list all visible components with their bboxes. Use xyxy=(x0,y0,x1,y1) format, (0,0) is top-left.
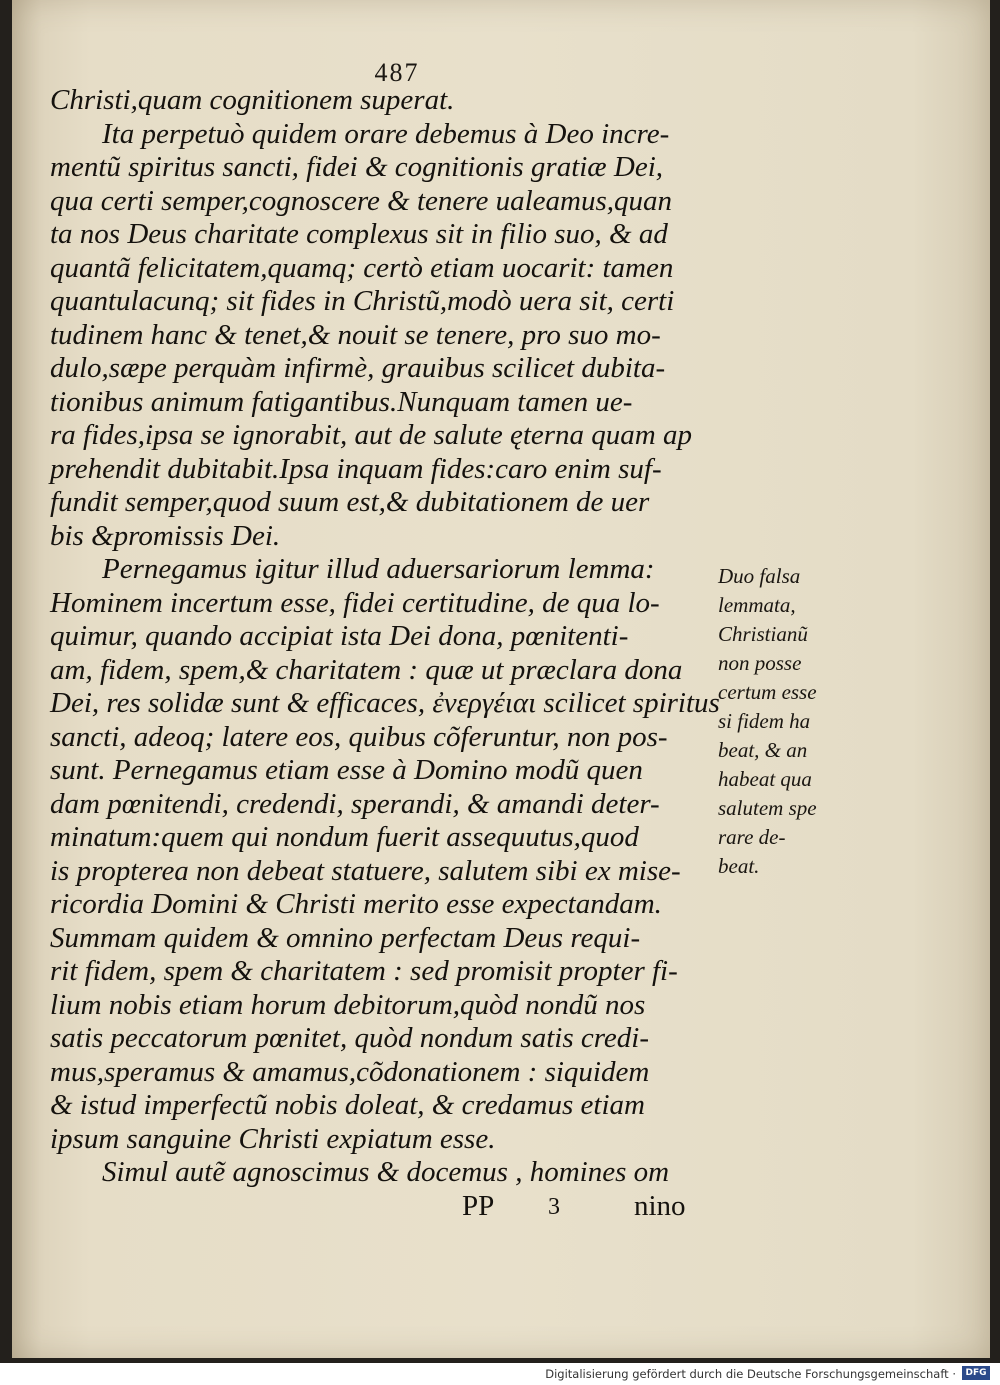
body-line: Hominem incertum esse, fidei certitudine, de qua lo- xyxy=(50,586,660,619)
page-number: 487 xyxy=(374,58,420,87)
body-line: Simul autẽ agnoscimus & docemus , homines om xyxy=(102,1156,670,1188)
signature-mark: PP xyxy=(462,1190,495,1222)
body-line: bis &promissis Dei. xyxy=(50,519,281,552)
dfg-logo-icon: DFG xyxy=(962,1366,990,1380)
body-line: mus,speramus & amamus,cõdonationem : siquidem xyxy=(50,1055,650,1088)
marginal-note-line: Christianũ xyxy=(718,622,808,646)
marginal-note-line: habeat qua xyxy=(718,767,812,791)
funding-credit: Digitalisierung gefördert durch die Deutsche Forschungsgemeinschaft · xyxy=(545,1367,956,1381)
body-line: tionibus animum fatigantibus.Nunquam tamen ue- xyxy=(50,385,633,418)
book-page xyxy=(12,0,990,1358)
body-text xyxy=(50,84,730,1190)
catchword: nino xyxy=(634,1190,686,1222)
body-line: quimur, quando accipiat ista Dei dona, pœnitenti- xyxy=(50,620,629,652)
marginal-note-line: certum esse xyxy=(718,680,817,704)
body-line: ra fides,ipsa se ignorabit, aut de salute ęterna quam ap xyxy=(50,419,692,451)
marginal-note-line: rare de- xyxy=(718,825,786,849)
marginal-note-line: Duo falsa xyxy=(718,564,801,588)
body-line: Summam quidem & omnino perfectam Deus requi- xyxy=(50,921,641,954)
digitization-footer xyxy=(0,1363,1000,1385)
body-line: mentũ spiritus sancti, fidei & cognitionis gratiæ Dei, xyxy=(50,151,664,183)
body-line: & istud imperfectũ nobis doleat, & credamus etiam xyxy=(50,1089,645,1121)
body-line: Christi,quam cognitionem superat. xyxy=(50,84,455,116)
body-line: ipsum sanguine Christi expiatum esse. xyxy=(50,1122,496,1155)
marginal-note xyxy=(718,562,838,881)
sheet-number: 3 xyxy=(548,1194,560,1220)
body-line: sancti, adeoq; latere eos, quibus cõferuntur, non pos- xyxy=(50,720,668,753)
body-line: is propterea non debeat statuere, salutem sibi ex mise- xyxy=(50,854,681,887)
page-foot xyxy=(0,1190,1000,1230)
marginal-note-line: salutem spe xyxy=(718,796,817,820)
body-line: fundit semper,quod suum est,& dubitationem de uer xyxy=(50,486,650,518)
body-line: quantulacunq; sit fides in Christũ,modò uera sit, certi xyxy=(50,285,675,317)
marginal-note-line: non posse xyxy=(718,651,802,675)
body-line: tudinem hanc & tenet,& nouit se tenere, pro suo mo- xyxy=(50,318,661,351)
body-line: ricordia Domini & Christi merito esse expectandam. xyxy=(50,888,662,920)
marginal-note-line: lemmata, xyxy=(718,593,796,617)
body-line: quantã felicitatem,quamq; certò etiam uocarit: tamen xyxy=(50,251,674,284)
body-line: sunt. Pernegamus etiam esse à Domino modũ quen xyxy=(50,754,643,786)
marginal-note-line: beat. xyxy=(718,854,760,878)
body-line: rit fidem, spem & charitatem : sed promisit propter fi- xyxy=(50,955,678,987)
body-line: dam pœnitendi, credendi, sperandi, & amandi deter- xyxy=(50,787,660,820)
marginal-note-line: beat, & an xyxy=(718,738,808,762)
body-line: qua certi semper,cognoscere & tenere ualeamus,quan xyxy=(50,184,673,217)
body-line: prehendit dubitabit.Ipsa inquam fides:caro enim suf- xyxy=(50,452,662,485)
body-line: ta nos Deus charitate complexus sit in filio suo, & ad xyxy=(50,218,668,250)
body-line: satis peccatorum pœnitet, quòd nondum satis credi- xyxy=(50,1022,650,1054)
body-line: Dei, res solidæ sunt & efficaces, ἐνεργέιαι scilicet spiritus xyxy=(50,687,720,719)
body-line: lium nobis etiam horum debitorum,quòd nondũ nos xyxy=(50,988,646,1021)
body-line: am, fidem, spem,& charitatem : quæ ut præclara dona xyxy=(50,653,683,686)
body-line: minatum:quem qui nondum fuerit assequutus,quod xyxy=(50,821,639,853)
body-line: Ita perpetuò quidem orare debemus à Deo incre- xyxy=(102,117,670,150)
body-line: dulo,sæpe perquàm infirmè, grauibus scilicet dubita- xyxy=(50,352,666,384)
marginal-note-line: si fidem ha xyxy=(718,709,811,733)
body-line: Pernegamus igitur illud aduersariorum lemma: xyxy=(102,553,655,585)
